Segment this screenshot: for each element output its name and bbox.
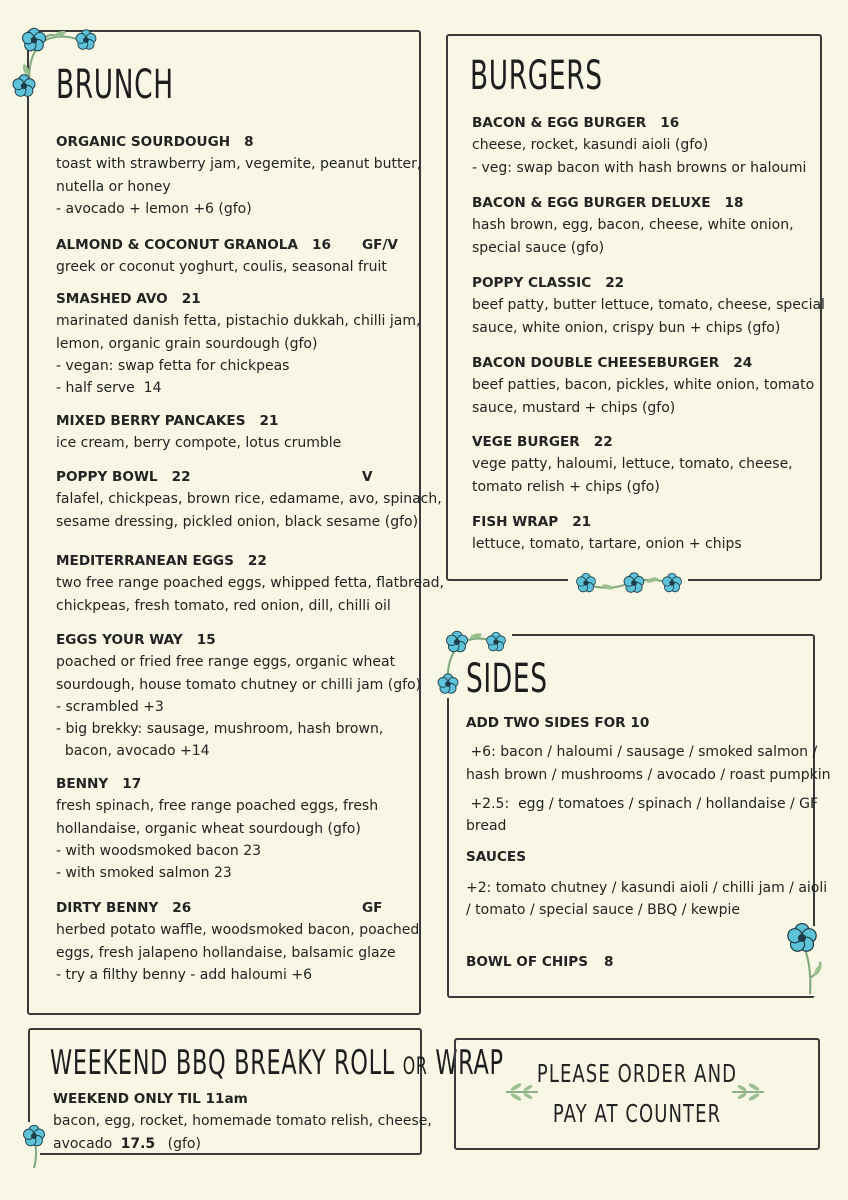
item-heading [472, 112, 817, 134]
bowl-of-chips-item [466, 951, 816, 973]
sides-plus25-line: bread [466, 818, 507, 835]
item-price: 21 [572, 514, 592, 530]
sauces-line: +2: tomato chutney / kasundi aioli / chilli jam / aioli [466, 879, 828, 896]
item-name: BENNY [56, 776, 109, 792]
menu-item [56, 410, 416, 455]
item-name: EGGS YOUR WAY [56, 632, 183, 648]
item-price: 8 [604, 954, 614, 971]
menu-item [56, 288, 421, 399]
item-name: FISH WRAP [472, 514, 559, 530]
item-price: 16 [312, 237, 331, 253]
flower-garland-decoration-icon [568, 568, 688, 598]
item-name: ORGANIC SOURDOUGH [56, 134, 231, 150]
item-description-line: - veg: swap bacon with hash browns or haloumi [472, 159, 807, 176]
item-heading [56, 466, 416, 488]
item-description-line: - with smoked salmon 23 [56, 865, 232, 882]
item-description-line: poached or fried free range eggs, organic wheat [56, 654, 396, 671]
menu-item [56, 773, 416, 884]
item-description-line: bacon, avocado +14 [56, 743, 210, 760]
weekend-content [53, 1088, 432, 1155]
item-description-line: toast with strawberry jam, vegemite, peanut butter, [56, 156, 422, 173]
item-name: BOWL OF CHIPS [466, 954, 589, 971]
item-price: 17 [122, 776, 142, 792]
dietary-tag: GF [362, 900, 383, 916]
menu-item [56, 131, 422, 220]
item-name: POPPY BOWL [56, 469, 158, 485]
menu-item [472, 352, 817, 419]
item-heading [56, 131, 416, 153]
item-description-line: lemon, organic grain sourdough (gfo) [56, 335, 318, 352]
sides-title: SIDES [466, 656, 548, 702]
order-message [505, 1054, 769, 1134]
item-name: ALMOND & COCONUT GRANOLA [56, 237, 298, 253]
item-name: BACON DOUBLE CHEESEBURGER [472, 355, 720, 371]
item-description-line: - try a filthy benny - add haloumi +6 [56, 966, 312, 983]
menu-item [56, 466, 442, 533]
sides-plus25-line: +2.5: egg / tomatoes / spinach / hollandaise / GF [466, 795, 819, 812]
weekend-price: 17.5 [120, 1135, 156, 1152]
sides-content [466, 712, 831, 974]
weekend-title-b: WRAP [435, 1043, 504, 1083]
item-price: 24 [733, 355, 753, 371]
item-description-line: two free range poached eggs, whipped fetta, flatbread, [56, 575, 444, 592]
item-description-line: - half serve 14 [56, 380, 162, 397]
weekend-line [53, 1133, 413, 1155]
item-heading [472, 272, 817, 294]
sides-plus6-line: hash brown / mushrooms / avocado / roast pumpkin [466, 766, 831, 783]
menu-item [472, 112, 817, 179]
item-heading [472, 431, 817, 453]
item-price: 16 [660, 115, 680, 131]
item-name: MEDITERRANEAN EGGS [56, 553, 234, 569]
item-description-line: falafel, chickpeas, brown rice, edamame, avo, spinach, [56, 491, 442, 508]
weekend-line-text: (gfo) [167, 1135, 201, 1152]
weekend-line: bacon, egg, rocket, homemade tomato relish, cheese, [53, 1113, 432, 1130]
weekend-title-a: WEEKEND BBQ BREAKY ROLL [50, 1043, 395, 1083]
item-price: 22 [605, 275, 625, 291]
item-name: BACON & EGG BURGER DELUXE [472, 195, 711, 211]
sauces-heading: SAUCES [466, 849, 526, 866]
item-description-line: tomato relish + chips (gfo) [472, 478, 660, 495]
brunch-title: BRUNCH [56, 62, 174, 108]
item-price: 21 [181, 291, 201, 307]
order-line-1: PLEASE ORDER AND [536, 1059, 738, 1088]
item-price: 22 [171, 469, 191, 485]
burgers-title: BURGERS [470, 53, 603, 99]
item-name: POPPY CLASSIC [472, 275, 592, 291]
item-description-line: beef patty, butter lettuce, tomato, cheese, special [472, 297, 825, 314]
item-heading [56, 897, 416, 919]
item-description-line: - with woodsmoked bacon 23 [56, 842, 262, 859]
item-heading [56, 629, 416, 651]
item-description-line: beef patties, bacon, pickles, white onion, tomato [472, 377, 815, 394]
item-description-line: sesame dressing, pickled onion, black sesame (gfo) [56, 513, 419, 530]
item-description-line: herbed potato waffle, woodsmoked bacon, poached [56, 922, 420, 939]
item-price: 22 [247, 553, 267, 569]
add-two-sides-heading: ADD TWO SIDES FOR 10 [466, 715, 650, 731]
item-heading [56, 550, 416, 572]
item-price: 26 [172, 900, 192, 916]
weekend-title-or: OR [402, 1052, 428, 1080]
item-description-line: sauce, white onion, crispy bun + chips (gfo) [472, 319, 781, 336]
item-price: 15 [196, 632, 216, 648]
dietary-tag: GF/V [362, 237, 398, 253]
item-name: SMASHED AVO [56, 291, 168, 307]
item-description-line: special sauce (gfo) [472, 239, 605, 256]
item-price: 21 [259, 413, 279, 429]
item-description-line: chickpeas, fresh tomato, red onion, dill, chilli oil [56, 597, 391, 614]
weekend-subtitle: WEEKEND ONLY TIL 11am [53, 1091, 248, 1107]
poppy-flower-decoration-icon [18, 1122, 58, 1172]
sauces-line: / tomato / special sauce / BBQ / kewpie [466, 902, 740, 919]
item-description-line: - avocado + lemon +6 (gfo) [56, 200, 252, 217]
item-heading [56, 773, 416, 795]
item-price: 18 [724, 195, 744, 211]
item-heading [472, 192, 817, 214]
item-heading [56, 234, 416, 256]
item-name: DIRTY BENNY [56, 900, 159, 916]
menu-item [472, 272, 825, 339]
sides-plus6-line: +6: bacon / haloumi / sausage / smoked salmon / [466, 744, 818, 761]
item-description-line: - scrambled +3 [56, 698, 164, 715]
weekend-line-text: avocado [53, 1135, 113, 1152]
item-description-line: - big brekky: sausage, mushroom, hash brown, [56, 721, 384, 738]
weekend-title [50, 1043, 504, 1083]
item-price: 8 [244, 134, 254, 150]
item-description-line: hash brown, egg, bacon, cheese, white onion, [472, 217, 794, 234]
item-heading [56, 410, 416, 432]
item-description-line: eggs, fresh jalapeno hollandaise, balsamic glaze [56, 944, 396, 961]
menu-item [56, 897, 420, 986]
item-description-line: greek or coconut yoghurt, coulis, seasonal fruit [56, 259, 387, 276]
item-heading [56, 288, 416, 310]
item-description-line: marinated danish fetta, pistachio dukkah, chilli jam, [56, 313, 421, 330]
item-description-line: hollandaise, organic wheat sourdough (gfo) [56, 820, 361, 837]
menu-item [56, 550, 444, 617]
item-description-line: fresh spinach, free range poached eggs, fresh [56, 798, 379, 815]
item-name: VEGE BURGER [472, 434, 580, 450]
menu-item [472, 511, 817, 556]
item-description-line: - vegan: swap fetta for chickpeas [56, 357, 290, 374]
item-description-line: cheese, rocket, kasundi aioli (gfo) [472, 137, 709, 154]
menu-item [472, 431, 817, 498]
item-description-line: lettuce, tomato, tartare, onion + chips [472, 536, 742, 553]
item-description-line: ice cream, berry compote, lotus crumble [56, 435, 342, 452]
item-description-line: nutella or honey [56, 178, 171, 195]
item-heading [472, 511, 817, 533]
order-line-2: PAY AT COUNTER [552, 1099, 722, 1128]
item-name: BACON & EGG BURGER [472, 115, 647, 131]
menu-item [472, 192, 817, 259]
menu-item [56, 234, 416, 279]
dietary-tag: V [362, 469, 373, 485]
item-description-line: sourdough, house tomato chutney or chilli jam (gfo) [56, 676, 422, 693]
item-heading [472, 352, 817, 374]
menu-item [56, 629, 422, 763]
item-name: MIXED BERRY PANCAKES [56, 413, 246, 429]
item-price: 22 [593, 434, 613, 450]
item-description-line: vege patty, haloumi, lettuce, tomato, cheese, [472, 456, 793, 473]
item-description-line: sauce, mustard + chips (gfo) [472, 399, 676, 416]
